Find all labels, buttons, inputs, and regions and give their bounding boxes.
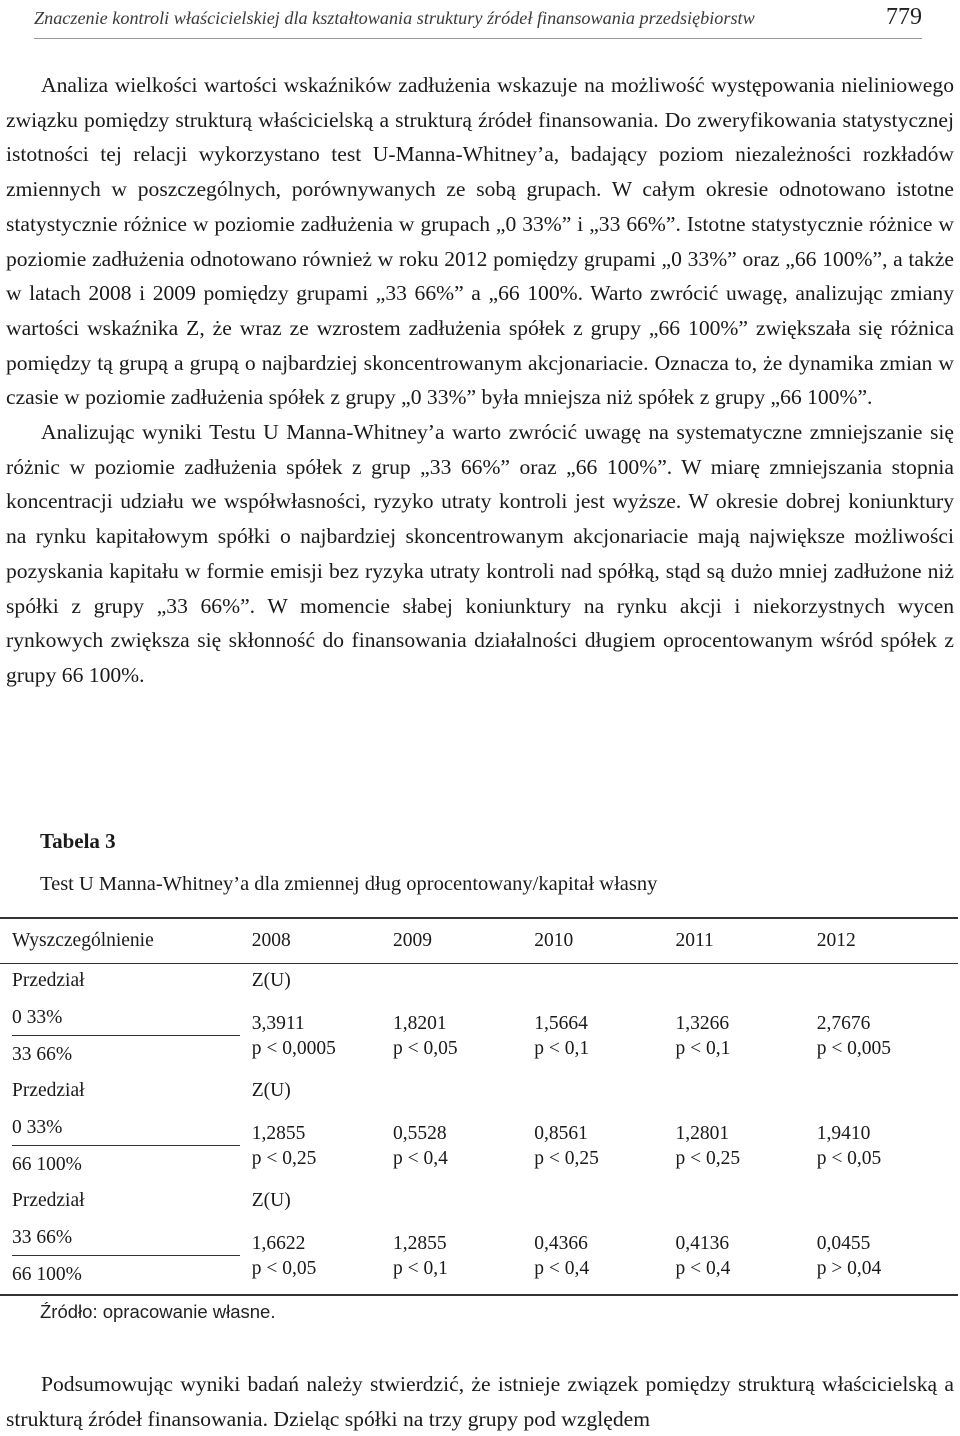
paragraph: Analizując wyniki Testu U Manna-Whitney’a warto zwrócić uwagę na systematyczne zmniejszanie się różnic w poziomie zadłużenia spółek z grup „33 66%” oraz „66 100%”. W miarę zmniejszania stopnia koncentracji udziału we współwłasności, ryzyko utraty kontroli jest wyższe. W okresie dobrej koniunktury na rynku kapitałowym spółki o najbardziej skoncentrowanym akcjonariacie mają największe możliwości pozyskania kapitału w formie emisji bez ryzyka utraty kontroli nad spółką, stąd są dużo mniej zadłużone niż spółki z grupy „33 66%”. W momencie słabej koniunktury na rynku akcji i niekorzystnych wycen rynkowych zwiększa się skłonność do finansowania działalności długiem oprocentowanym wśród spółek z grupy 66 100%. <box>6 420 954 687</box>
running-title: Znaczenie kontroli właścicielskiej dla kształtowania struktury źródeł finansowania przedsiębiorstw <box>34 8 755 28</box>
p-value: p < 0,4 <box>675 1258 731 1279</box>
z-value: 1,2855 <box>392 1233 447 1254</box>
table-row <box>0 1218 958 1295</box>
table-row <box>0 998 958 1074</box>
header-cell: 2008 <box>252 918 393 964</box>
z-value: 0,0455 <box>816 1233 871 1254</box>
header-cell: 2009 <box>393 918 534 964</box>
table-row <box>0 1184 958 1218</box>
stat-label: Z(U) <box>251 1080 291 1101</box>
header-cell: 2011 <box>675 918 816 964</box>
table-number: Tabela 3 <box>40 829 116 853</box>
table-row <box>0 1108 958 1184</box>
table-caption: Test U Manna-Whitney’a dla zmiennej dług oprocentowany/kapitał własny <box>40 873 658 895</box>
range-label: Przedział <box>12 970 85 991</box>
group-a-label: 0 33% <box>12 1007 240 1036</box>
z-value: 0,5528 <box>392 1123 447 1144</box>
p-value: p < 0,005 <box>816 1038 892 1059</box>
p-value: p < 0,25 <box>534 1148 599 1169</box>
z-value: 1,2801 <box>675 1123 730 1144</box>
paragraph: Analiza wielkości wartości wskaźników zadłużenia wskazuje na możliwość występowania nieliniowego związku pomiędzy strukturą właścicielską a strukturą źródeł finansowania. Do zweryfikowania statystycznej istotności tej relacji wykorzystano test U-Manna-Whitney’a, badający poziom niezależności rozkładów zmiennych w poszczególnych, porównywanych ze sobą grupach. W całym okresie odnotowano istotne statystycznie różnice w poziomie zadłużenia w grupach „0 33%” i „33 66%”. Istotne statystycznie różnice w poziomie zadłużenia odnotowano również w roku 2012 pomiędzy grupami „0 33%” oraz „66 100%”, a także w latach 2008 i 2009 pomiędzy grupami „33 66%” a „66 100%. Warto zwrócić uwagę, analizując zmiany wartości wskaźnika Z, że wraz ze wzrostem zadłużenia spółek z grupy „66 100%” zwiększała się różnica pomiędzy tą grupą a grupą o najbardziej skoncentrowanym akcjonariacie. Oznacza to, że dynamika zmian w czasie w poziomie zadłużenia spółek z grupy „0 33%” była mniejsza niż spółek z grupy „66 100%”. <box>6 73 954 410</box>
header-cell: 2012 <box>817 918 958 964</box>
p-value: p < 0,1 <box>534 1038 590 1059</box>
range-label: Przedział <box>12 1190 85 1211</box>
paragraph: Podsumowując wyniki badań należy stwierdzić, że istnieje związek pomiędzy strukturą właścicielską a strukturą źródeł finansowania. Dzieląc spółki na trzy grupy pod względem <box>6 1372 954 1431</box>
z-value: 1,9410 <box>816 1123 871 1144</box>
table-source-note: Źródło: opracowanie własne. <box>40 1301 276 1322</box>
p-value: p < 0,0005 <box>251 1038 336 1059</box>
header-cell: Wyszczególnienie <box>0 918 252 964</box>
p-value: p < 0,25 <box>251 1148 317 1169</box>
group-b-label: 66 100% <box>12 1153 82 1175</box>
z-value: 1,2855 <box>251 1123 306 1144</box>
z-value: 1,6622 <box>251 1233 306 1254</box>
p-value: p < 0,25 <box>675 1148 741 1169</box>
z-value: 0,8561 <box>534 1123 588 1144</box>
p-value: p < 0,4 <box>534 1258 590 1279</box>
table-row <box>0 964 958 999</box>
z-value: 2,7676 <box>816 1013 871 1034</box>
p-value: p < 0,1 <box>392 1258 448 1279</box>
p-value: p < 0,05 <box>251 1258 317 1279</box>
results-table <box>0 917 958 1296</box>
stat-label: Z(U) <box>251 970 291 991</box>
body-text-bottom <box>6 1367 954 1436</box>
z-value: 1,8201 <box>392 1013 447 1034</box>
running-header <box>34 4 922 39</box>
group-b-label: 33 66% <box>12 1043 73 1065</box>
p-value: p < 0,05 <box>816 1148 882 1169</box>
p-value: p < 0,4 <box>392 1148 448 1169</box>
z-value: 1,3266 <box>675 1013 730 1034</box>
page-number: 779 <box>886 4 922 30</box>
table-header-row <box>0 918 958 964</box>
group-a-label: 0 33% <box>12 1117 240 1146</box>
header-cell: 2010 <box>534 918 675 964</box>
z-value: 0,4366 <box>534 1233 588 1254</box>
p-value: p < 0,05 <box>392 1038 458 1059</box>
body-text-top <box>6 68 954 693</box>
range-label: Przedział <box>12 1080 85 1101</box>
z-value: 0,4136 <box>675 1233 730 1254</box>
table-row <box>0 1074 958 1108</box>
group-b-label: 66 100% <box>12 1263 82 1285</box>
group-a-label: 33 66% <box>12 1227 240 1256</box>
p-value: p > 0,04 <box>816 1258 882 1279</box>
z-value: 1,5664 <box>534 1013 588 1034</box>
z-value: 3,3911 <box>251 1013 305 1034</box>
stat-label: Z(U) <box>251 1190 291 1211</box>
p-value: p < 0,1 <box>675 1038 731 1059</box>
